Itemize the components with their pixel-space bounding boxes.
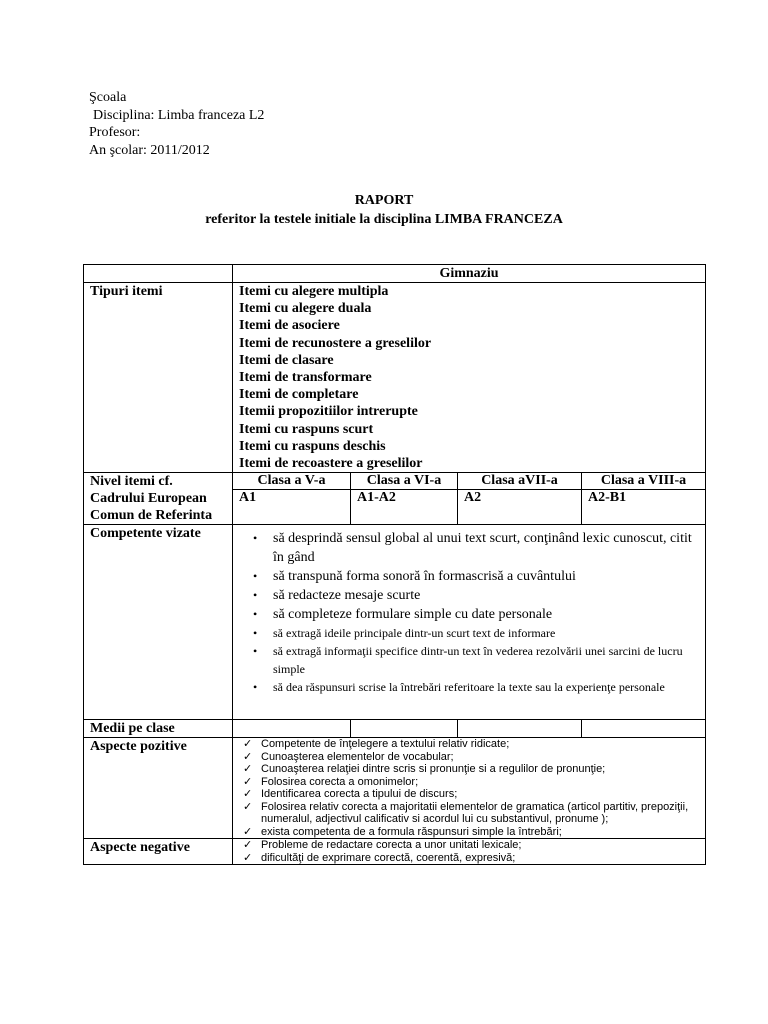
report-subtitle: referitor la testele initiale la disciplina LIMBA FRANCEZA (205, 212, 563, 227)
list-item: ✓ exista competenta de a formula răspunsuri simple la întrebări; (261, 826, 699, 839)
list-item: • să extragă informaţii specifice dintr-un text în vederea rezolvării unei sarcini de lucru simple (273, 642, 699, 678)
list-item: ✓ Folosirea relativ corecta a majoritatii elementelor de gramatica (articol partitiv, prepoziţii, numeralul, adjectivul calificativ si acordul lui cu substantivul, pronume ); (261, 801, 699, 826)
competente-list (239, 529, 699, 696)
pozitive-label: Aspecte pozitive (84, 738, 233, 839)
list-item: ✓ dificultăţi de exprimare corectă, coerentă, expresivă; (261, 852, 699, 865)
class-7-header: Clasa aVII-a (458, 473, 582, 490)
class-8-header: Clasa a VIII-a (582, 473, 706, 490)
list-item: Itemi cu raspuns deschis (239, 438, 386, 454)
list-item: Itemi de recunostere a greselilor (239, 335, 432, 351)
tipuri-row (84, 283, 706, 473)
list-item: Itemii propozitiilor intrerupte (239, 404, 418, 420)
list-item: ✓ Cunoaşterea relaţiei dintre scris si pronunţie si a regulilor de pronunţie; (261, 763, 699, 776)
competente-list-cell (233, 525, 706, 720)
tipuri-label: Tipuri itemi (84, 283, 233, 473)
level-header-row (84, 265, 706, 283)
list-item: ✓ Folosirea corecta a omonimelor; (261, 776, 699, 789)
nivel-row-classes (84, 473, 706, 490)
negative-list-cell (233, 839, 706, 865)
medii-cell (458, 720, 582, 738)
discipline-line: Disciplina: Limba franceza L2 (93, 107, 265, 123)
list-item: Itemi cu alegere multipla (239, 284, 389, 299)
list-item: Itemi cu alegere duala (239, 301, 372, 317)
list-item: • să redacteze mesaje scurte (273, 586, 699, 605)
list-item: • să dea răspunsuri scrise la întrebări referitoare la texte sau la experienţe personale (273, 678, 699, 696)
school-line: Şcoala (89, 90, 127, 105)
list-item: ✓ Identificarea corecta a tipului de discurs; (261, 788, 699, 801)
list-item: Itemi cu raspuns scurt (239, 421, 374, 437)
negative-row (84, 839, 706, 865)
negative-label: Aspecte negative (84, 839, 233, 865)
document-header (89, 89, 264, 159)
list-item: ✓ Cunoaşterea elementelor de vocabular; (261, 751, 699, 764)
class-5-header: Clasa a V-a (233, 473, 351, 490)
class-7-level: A2 (458, 490, 582, 525)
pozitive-row (84, 738, 706, 839)
list-item: • să extragă ideile principale dintr-un scurt text de informare (273, 624, 699, 642)
list-item: • să completeze formulare simple cu date personale (273, 605, 699, 624)
class-6-level: A1-A2 (351, 490, 458, 525)
medii-row (84, 720, 706, 738)
report-title: RAPORT (354, 193, 414, 208)
pozitive-list-cell (233, 738, 706, 839)
class-5-level: A1 (233, 490, 351, 525)
list-item: Itemi de recoastere a greselilor (239, 456, 423, 472)
list-item: ✓ Probleme de redactare corecta a unor unitati lexicale; (261, 839, 699, 852)
list-item: • să desprindă sensul global al unui text scurt, conţinând lexic cunoscut, citit în gând (273, 529, 699, 567)
medii-cell (582, 720, 706, 738)
class-8-level: A2-B1 (582, 490, 706, 525)
school-year-line: An şcolar: 2011/2012 (89, 142, 210, 158)
list-item: Itemi de clasare (239, 352, 334, 368)
medii-cell (233, 720, 351, 738)
medii-cell (351, 720, 458, 738)
competente-label: Competente vizate (84, 525, 233, 720)
medii-label: Medii pe clase (84, 720, 233, 738)
tipuri-list (233, 283, 706, 473)
competente-row (84, 525, 706, 720)
teacher-line: Profesor: (89, 125, 141, 140)
report-table (83, 264, 706, 865)
negative-list (239, 839, 699, 864)
level-header: Gimnaziu (233, 265, 706, 283)
list-item: Itemi de transformare (239, 370, 372, 386)
list-item: ✓ Competente de înţelegere a textului relativ ridicate; (261, 738, 699, 751)
pozitive-list (239, 738, 699, 838)
list-item: Itemi de asociere (239, 318, 340, 334)
list-item: Itemi de completare (239, 387, 359, 403)
list-item: • să transpună forma sonoră în formascrisă a cuvântului (273, 567, 699, 586)
class-6-header: Clasa a VI-a (351, 473, 458, 490)
nivel-label: Nivel itemi cf. Cadrului European Comun de Referinta (84, 473, 233, 525)
